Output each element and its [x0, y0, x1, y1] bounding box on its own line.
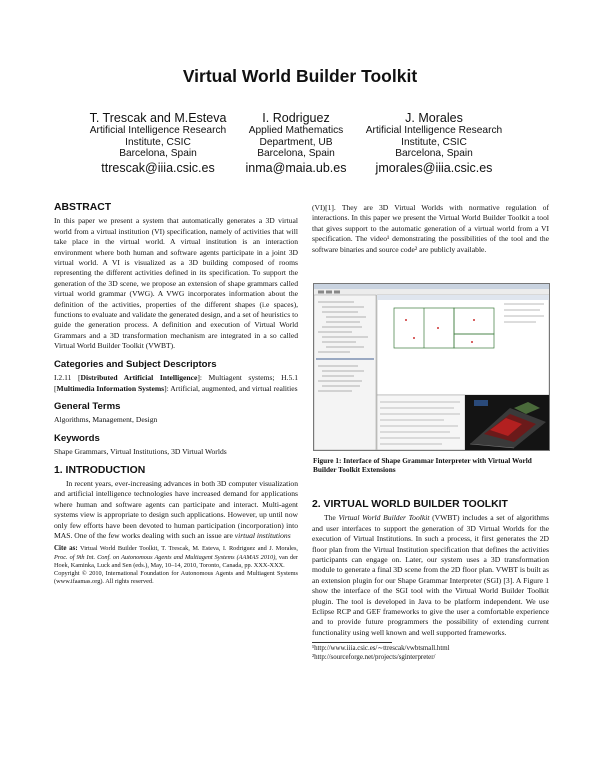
- intro-continuation: (VI)[1]. They are 3D Virtual Worlds with normative regulation of interactions. In this paper we present the Virtual World Builder Toolkit a tool that gives support to the automatic generation of a virtual world from a VI specification. The video¹ demonstrating the possibilities of the tool and the software binaries and source code² are publicly available.: [312, 203, 549, 254]
- sgi-interface-illustration: [314, 284, 549, 450]
- abstract-heading: ABSTRACT: [54, 202, 112, 213]
- left-column: [54, 203, 298, 586]
- general-terms-heading: General Terms: [54, 400, 121, 412]
- right-column-section-2: [312, 500, 549, 663]
- author-affiliation: Institute, CSIC: [401, 136, 467, 148]
- author-name: I. Rodriguez: [262, 111, 330, 125]
- paper-title: Virtual World Builder Toolkit: [182, 66, 418, 86]
- author-affiliation: Artificial Intelligence Research: [365, 125, 503, 136]
- categories-heading: Categories and Subject Descriptors: [54, 358, 217, 370]
- author-name: T. Trescak and M.Esteva: [89, 111, 227, 125]
- right-column-top: [312, 203, 549, 255]
- author-affiliation: Barcelona, Spain: [395, 148, 473, 160]
- author-block-1: [78, 112, 238, 175]
- author-affiliation: Applied Mathematics: [248, 125, 344, 136]
- author-affiliation: Institute, CSIC: [125, 136, 191, 148]
- section-2-text: The Virtual World Builder Toolkit (VWBT) includes a set of algorithms and user interfaces to support the generation of 3D Virtual Worlds for the execution of Virtual Institutions. In such a process, it first generates the 2D floor plan from the Virtual Institution specification that defines the activities participants can engage on. Later, our system uses a 3D transformation module to generate a final 3D scene from the 2D floor plan. VWBT is built as an extension plugin for our Shape Grammar Interpreter (SGI) [3]. A Figure 1 show the interface of the SGI tool with the Virtual World Builder Toolkit plugin. The tool is developed in Java to be platform independent. We use Eclipse RCP and GEF frameworks to give the user a comfortable experience and to provide future programmers the possibility of extending current functionality using well known and well supported frameworks.: [312, 513, 549, 637]
- introduction-text: In recent years, ever-increasing advances in both 3D computer visualization and artificial intelligence technologies have increased demand for applications where human and software agents can participate and interact. Multi-agent systems view is appropriate to design such applications. However, up until now only few efforts have been devoted to human participation (incorporation) into MAS. One of the few works dealing with such an issue are virtual institutions: [54, 478, 298, 540]
- author-affiliation: Barcelona, Spain: [119, 148, 197, 160]
- author-name: J. Morales: [405, 111, 463, 125]
- author-affiliation: Artificial Intelligence Research: [89, 125, 227, 136]
- footnote-1[interactable]: ¹http://www.iiia.csic.es/∼ttrescak/vwbtsmall.html: [312, 645, 450, 653]
- footnote-rule: [312, 642, 392, 643]
- author-email[interactable]: jmorales@iiia.csic.es: [375, 160, 493, 175]
- keywords-text: Shape Grammars, Virtual Institutions, 3D Virtual Worlds: [54, 447, 227, 457]
- footnote-2[interactable]: ²http://sourceforge.net/projects/sginterpreter/: [312, 654, 436, 662]
- copyright-notice: Copyright © 2010, International Foundation for Autonomous Agents and Multiagent Systems (www.ifaamas.org). All rights reserved.: [54, 569, 298, 586]
- keywords-heading: Keywords: [54, 432, 100, 444]
- author-block-3: [354, 112, 514, 175]
- introduction-heading: 1. INTRODUCTION: [54, 464, 146, 476]
- author-affiliation: Barcelona, Spain: [257, 148, 335, 160]
- author-email[interactable]: inma@maia.ub.es: [245, 160, 347, 175]
- figure-1-screenshot: [313, 283, 550, 451]
- section-2-heading: 2. VIRTUAL WORLD BUILDER TOOLKIT: [312, 499, 508, 510]
- citation-block: Cite as: Virtual World Builder Toolkit, T. Trescak, M. Esteva, I. Rodriguez and J. Morales, Proc. of 9th Int. Conf. on Autonomous Agents and Multiagent Systems (AAMAS 2010), van der Hoek, Kaminka, Luck and Sen (eds.), May, 10–14, 2010, Toronto, Canada, pp. XXX-XXX.: [54, 544, 298, 569]
- abstract-text: In this paper we present a system that automatically generates a 3D virtual world from a virtual institution (VI) specification, namely of activities that will take place in the virtual world. A virtual institution is an interaction environment where both human and software agents participate in a joint 3D virtual world. A VI is visualized as a 3D building composed of rooms representing the different activities defined in its specification. To support the generation of the 3D scene, we propose an extension of shape grammars called virtual world grammar (VWG). A VWG incorporates information about the definition of the activities, properties of the different shapes (i.e spaces), functions to evaluate and validate the generated design, and a set of heuristics to guide the generation process. A definition and execution of Virtual World Grammars and a 3D transformation mechanism are integrated in a so called Virtual World Builder Toolkit (VWBT).: [54, 216, 298, 351]
- author-affiliation: Department, UB: [259, 136, 333, 148]
- author-block-2: [228, 112, 364, 175]
- general-terms-text: Algorithms, Management, Design: [54, 415, 158, 425]
- author-email[interactable]: ttrescak@iiia.csic.es: [101, 160, 215, 175]
- figure-caption: Figure 1: Interface of Shape Grammar Interpreter with Virtual World Builder Toolkit Extensions: [313, 456, 532, 475]
- categories-text: I.2.11 [Distributed Artificial Intelligence]: Multiagent systems; H.5.1 [Multimedia Information Systems]: Artificial, augmented, and virtual realities: [54, 373, 298, 393]
